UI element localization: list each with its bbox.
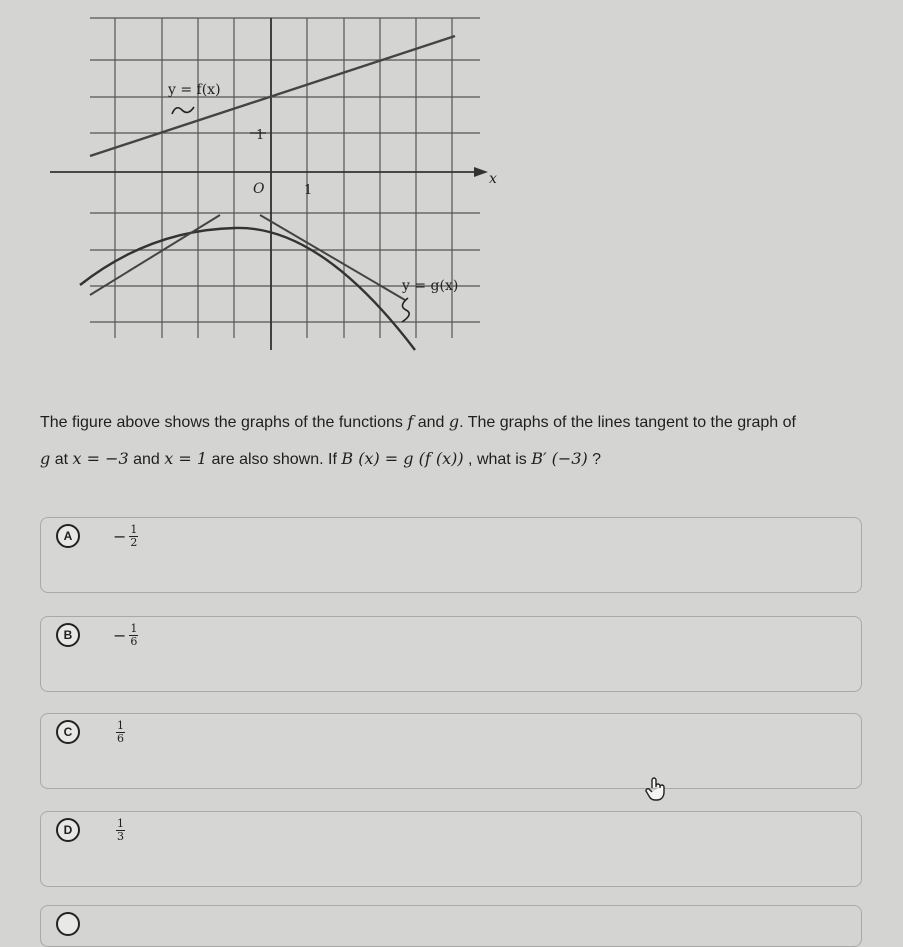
sign: − bbox=[113, 527, 127, 546]
x-axis-label: x bbox=[489, 171, 497, 187]
answer-choice-a[interactable] bbox=[40, 517, 862, 593]
tick-y-label: 1 bbox=[256, 128, 265, 143]
tangent-right bbox=[260, 215, 405, 300]
hand-cursor-icon bbox=[644, 776, 670, 802]
question-part: and bbox=[413, 414, 449, 431]
x-value-1: x = −3 bbox=[72, 449, 129, 468]
function-g: g bbox=[448, 412, 460, 431]
b-prime-expression: B′ (−3) bbox=[531, 449, 588, 468]
function-graph bbox=[30, 0, 500, 360]
numerator: 1 bbox=[130, 523, 138, 536]
question-part: The figure above shows the graphs of the functions bbox=[40, 414, 408, 431]
denominator: 6 bbox=[117, 732, 124, 745]
choice-b-value bbox=[113, 623, 138, 648]
tangent-left bbox=[90, 215, 220, 295]
answer-choice-d[interactable] bbox=[40, 811, 862, 887]
answer-choice-c[interactable] bbox=[40, 713, 862, 789]
choice-letter-a-icon: A bbox=[56, 524, 80, 548]
question-part: are also shown. If bbox=[207, 451, 342, 468]
choice-letter-d-icon: D bbox=[56, 818, 80, 842]
numerator: 1 bbox=[130, 622, 138, 635]
choice-letter-c-icon: C bbox=[56, 720, 80, 744]
choice-letter-b-icon: B bbox=[56, 623, 80, 647]
question-text bbox=[40, 404, 890, 478]
f-label: y = f(x) bbox=[168, 82, 221, 98]
question-part: , what is bbox=[463, 451, 532, 468]
b-definition: B (x) = g (f (x)) bbox=[341, 449, 464, 468]
g-label-pointer-icon bbox=[402, 298, 409, 322]
g-curve bbox=[80, 228, 415, 350]
x-value-2: x = 1 bbox=[164, 449, 208, 468]
denominator: 6 bbox=[130, 635, 138, 648]
numerator: 1 bbox=[117, 817, 124, 830]
origin-label: O bbox=[253, 181, 265, 197]
answer-choice-partial[interactable] bbox=[40, 905, 862, 947]
denominator: 3 bbox=[117, 830, 124, 843]
question-part: and bbox=[128, 451, 165, 468]
question-part: ? bbox=[587, 451, 602, 468]
denominator: 2 bbox=[130, 536, 138, 549]
g-label: y = g(x) bbox=[402, 278, 459, 294]
answer-choice-b[interactable] bbox=[40, 616, 862, 692]
question-part: . The graphs of the lines tangent to the graph of bbox=[459, 414, 796, 431]
question-part: at bbox=[50, 451, 73, 468]
choice-letter-partial-icon bbox=[56, 912, 80, 936]
function-g: g bbox=[40, 449, 51, 468]
tick-x-label: 1 bbox=[304, 183, 313, 198]
choice-d-value bbox=[113, 818, 125, 843]
sign: − bbox=[113, 626, 127, 645]
choice-a-value bbox=[113, 524, 138, 549]
f-label-pointer-icon bbox=[172, 107, 194, 114]
choice-c-value bbox=[113, 720, 125, 745]
numerator: 1 bbox=[117, 719, 124, 732]
x-axis-arrow-icon bbox=[474, 167, 488, 177]
function-f: f bbox=[407, 412, 414, 431]
f-line bbox=[90, 36, 455, 156]
